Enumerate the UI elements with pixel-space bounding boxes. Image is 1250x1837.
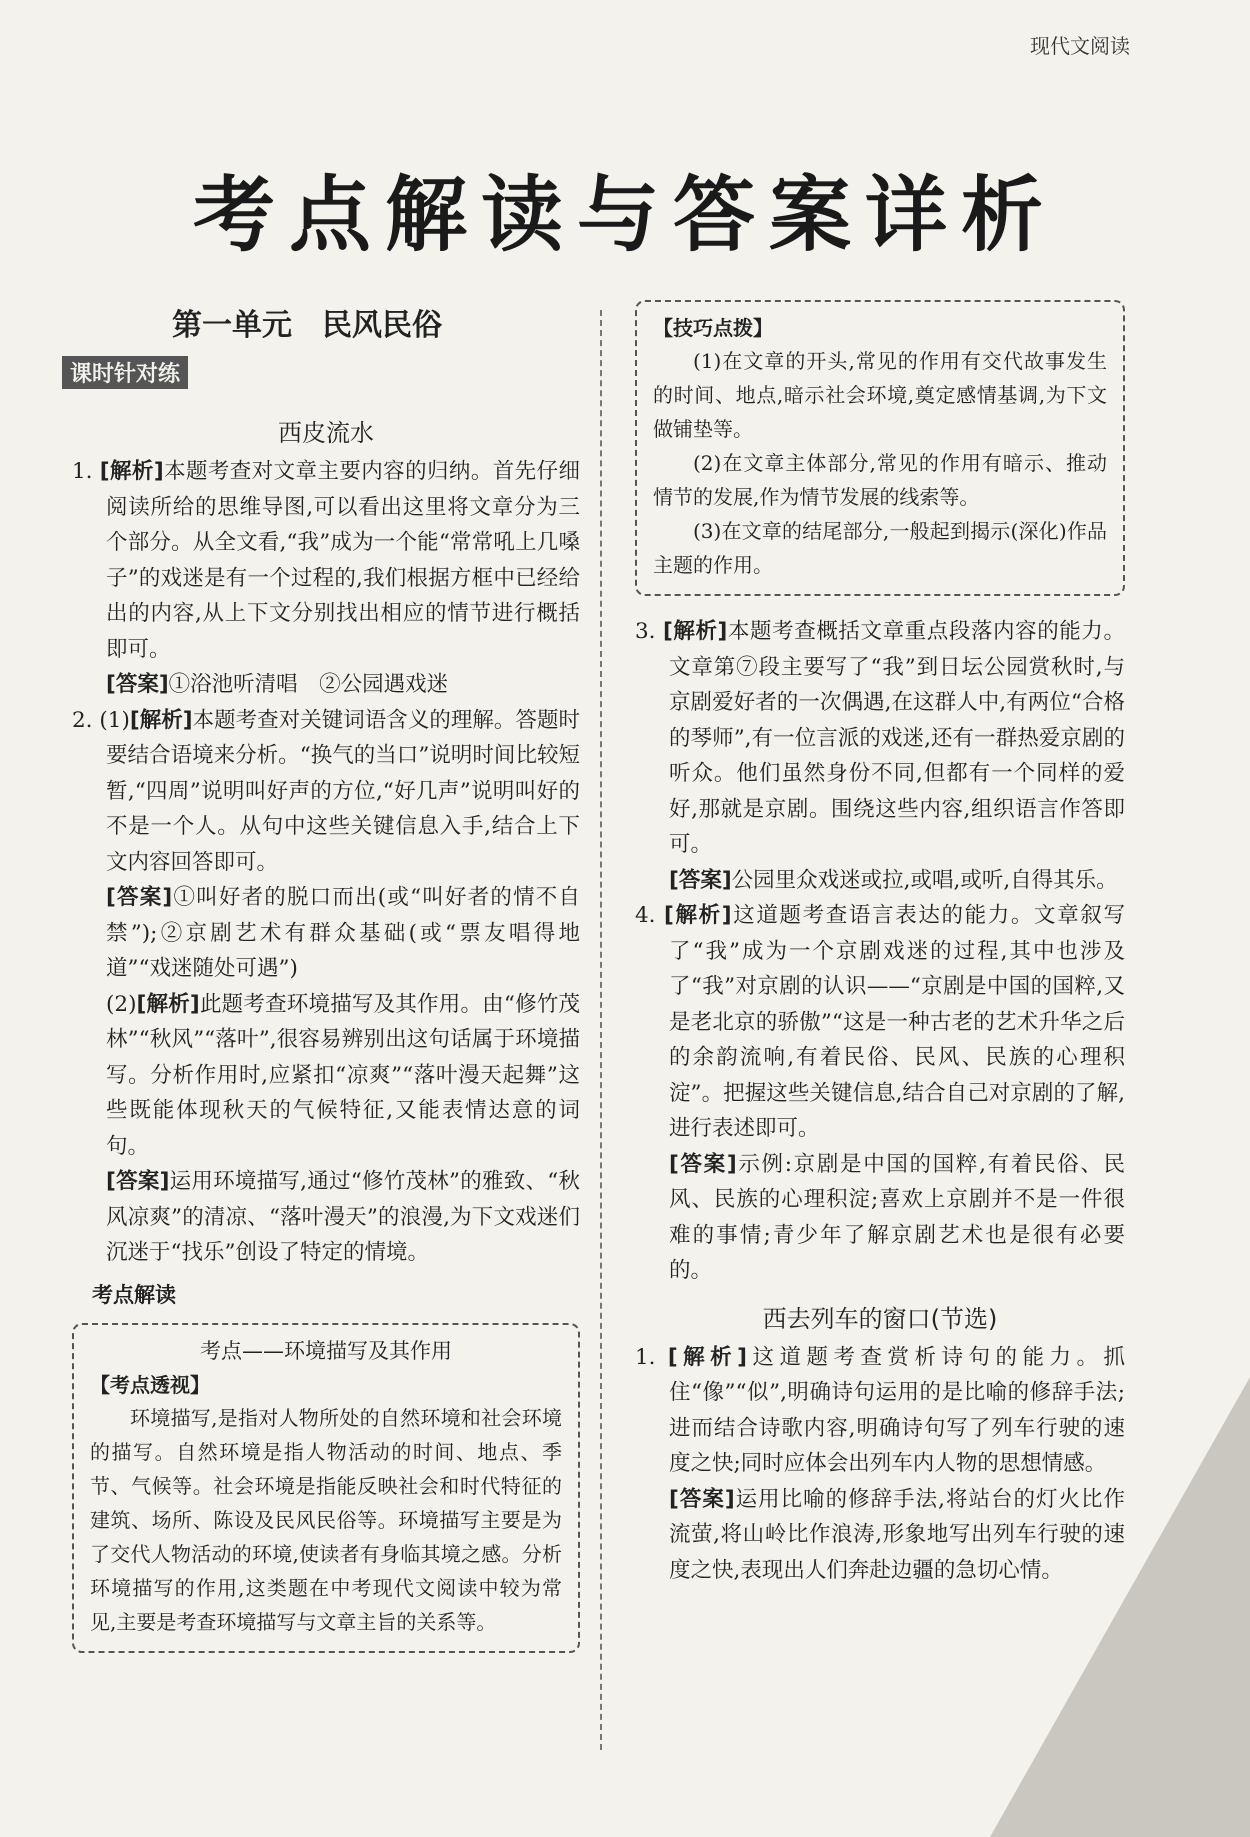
question-s2-1: 1. [解析]这道题考查赏析诗句的能力。抓住“像”“似”,明确诗句运用的是比喻的修辞手法;进而结合诗歌内容,明确诗句写了列车行驶的速度之快;同时应体会出列车内人物的思想情感。 [635,1344,1125,1476]
answer-3: [答案]公园里众戏迷或拉,或唱,或听,自得其乐。 [669,867,1118,893]
page-corner-shape [990,1377,1250,1837]
answer-s2-1: [答案]运用比喻的修辞手法,将站台的灯火比作流萤,将山岭比作浪涛,形象地写出列车行驶的速度之快,表现出人们奔赴边疆的急切心情。 [669,1486,1125,1583]
answer-2-part-2: [答案]运用环境描写,通过“修竹茂林”的雅致、“秋风凉爽”的清凉、“落叶漫天”的浪漫,为下文戏迷们沉迷于“找乐”创设了特定的情境。 [106,1169,581,1265]
page-title: 考点解读与答案详析 [192,167,1057,263]
question-1: 1. [解析]本题考查对文章主要内容的归纳。首先仔细阅读所给的思维导图,可以看出这里将文章分为三个部分。从全文看,“我”成为一个能“常常吼上几嗓子”的戏迷是有一个过程的,我们根据方框中已经给出的内容,从上下文分别找出相应的情节进行概括即可。 [72,459,580,662]
section-title-xipi: 西皮流水 [278,419,374,447]
left-column [72,300,580,1671]
question-2-part-1: 2. (1)[解析]本题考查对关键词语含义的理解。答题时要结合语境来分析。“换气的当口”说明时间比较短暂,“四周”说明叫好声的方位,“好几声”说明叫好的不是一个人。从句中这些关键信息入手,结合上下文内容回答即可。 [72,707,580,875]
answer-1: [答案]①浴池听清唱 ②公园遇戏迷 [106,672,449,697]
tips-head: 【技巧点拨】 [653,316,773,340]
exam-point-box [72,1323,580,1653]
practice-badge: 课时针对练 [62,356,188,389]
column-divider [600,310,602,1750]
section-title-train-window: 西去列车的窗口(节选) [762,1304,998,1333]
question-3: 3. [解析]本题考查概括文章重点段落内容的能力。文章第⑦段主要写了“我”到日坛公园赏秋时,与京剧爱好者的一次偶遇,在这群人中,有两位“合格的琴师”,有一位言派的戏迷,还有一群热爱京剧的听众。他们虽然身份不同,但都有一个同样的爱好,那就是京剧。围绕这些内容,组织语言作答即可。 [635,619,1125,857]
tips-p1: (1)在文章的开头,常见的作用有交代故事发生的时间、地点,暗示社会环境,奠定感情基调,为下文做铺垫等。 [653,349,1107,441]
question-4: 4. [解析]这道题考查语言表达的能力。文章叙写了“我”成为一个京剧戏迷的过程,其中也涉及了“我”对京剧的认识——“京剧是中国的国粹,又是老北京的骄傲”“这是一种古老的艺术升华之后的余韵流响,有着民俗、民风、民族的心理积淀”。把握这些关键信息,结合自己对京剧的了解,进行表述即可。 [635,903,1125,1141]
exam-point-head: 【考点透视】 [90,1372,210,1397]
exam-point-title: 考点——环境描写及其作用 [200,1338,452,1363]
answer-4: [答案]示例:京剧是中国的国粹,有着民俗、民风、民族的心理积淀;喜欢上京剧并不是一件很难的事情;青少年了解京剧艺术也是很有必要的。 [669,1151,1125,1283]
tips-p3: (3)在文章的结尾部分,一般起到揭示(深化)作品主题的作用。 [653,519,1107,577]
question-2-part-2: (2)[解析]此题考查环境描写及其作用。由“修竹茂林”“秋风”“落叶”,很容易辨别出这句话属于环境描写。分析作用时,应紧扣“凉爽”“落叶漫天起舞”这些既能体现秋天的气候特征,又能表情达意的词句。 [106,991,580,1159]
tips-p2: (2)在文章主体部分,常见的作用有暗示、推动情节的发展,作为情节发展的线索等。 [653,451,1107,509]
answer-2-part-1: [答案]①叫好者的脱口而出(或“叫好者的情不自禁”);②京剧艺术有群众基础(或“票友唱得地道”“戏迷随处可遇”) [106,885,580,981]
exam-point-label: 考点解读 [92,1282,176,1307]
header-label: 现代文阅读 [1030,34,1130,58]
tips-box [635,300,1125,596]
exam-point-text: 环境描写,是指对人物所处的自然环境和社会环境的描写。自然环境是指人物活动的时间、地点、季节、气候等。社会环境是指能反映社会和时代特征的建筑、场所、陈设及民风民俗等。环境描写主要是为了交代人物活动的环境,使读者有身临其境之感。分析环境描写的作用,这类题在中考现代文阅读中较为常见,主要是考查环境描写与文章主旨的关系等。 [90,1405,562,1634]
page-number: 57 [1022,1707,1050,1732]
unit-title: 第一单元 民风民俗 [172,308,442,343]
